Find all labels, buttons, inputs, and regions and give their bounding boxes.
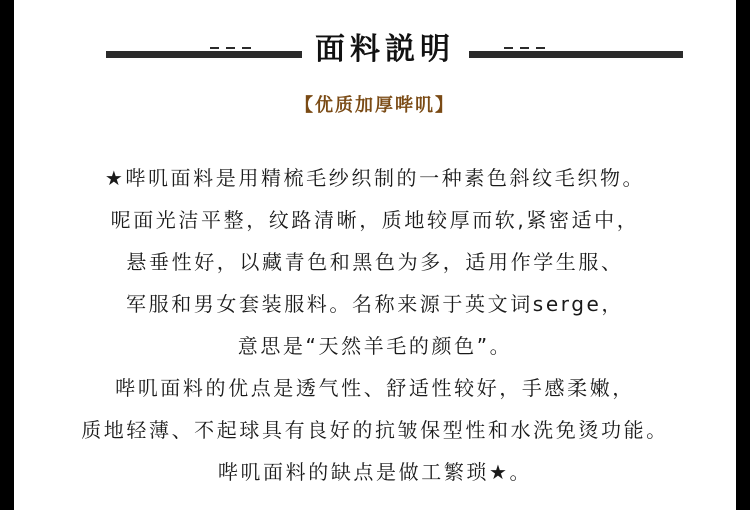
description-line: 哔叽面料的优点是透气性、舒适性较好，手感柔嫩， [115,376,635,400]
title-dash [242,47,251,49]
page-title: 面料説明 [315,32,455,67]
title-dash [226,47,235,49]
title-rule-right [469,51,683,58]
description-line: 意思是“天然羊毛的颜色”。 [237,334,513,358]
right-frame-bar [736,0,750,510]
description-line: 悬垂性好，以藏青色和黑色为多，适用作学生服、 [126,250,624,274]
description-line: 质地轻薄、不起球具有良好的抗皱保型性和水洗免烫功能。 [81,418,669,442]
description-line: 哔叽面料的缺点是做工繁琐★。 [217,460,533,484]
description-line: 呢面光洁平整，纹路清晰，质地较厚而软,紧密适中， [110,208,640,232]
content-area [14,0,736,510]
title-dash [520,47,529,49]
page-subtitle: 【优质加厚哔叽】 [295,95,455,116]
title-dash [210,47,219,49]
description-line: ★哔叽面料是用精梳毛纱织制的一种素色斜纹毛织物。 [104,166,646,190]
title-row [14,28,736,78]
description-line: 军服和男女套装服料。名称来源于英文词serge， [126,292,624,316]
left-frame-bar [0,0,14,510]
description-text [14,157,736,493]
title-rule-left [106,51,302,58]
title-dash [504,47,513,49]
title-dash [536,47,545,49]
